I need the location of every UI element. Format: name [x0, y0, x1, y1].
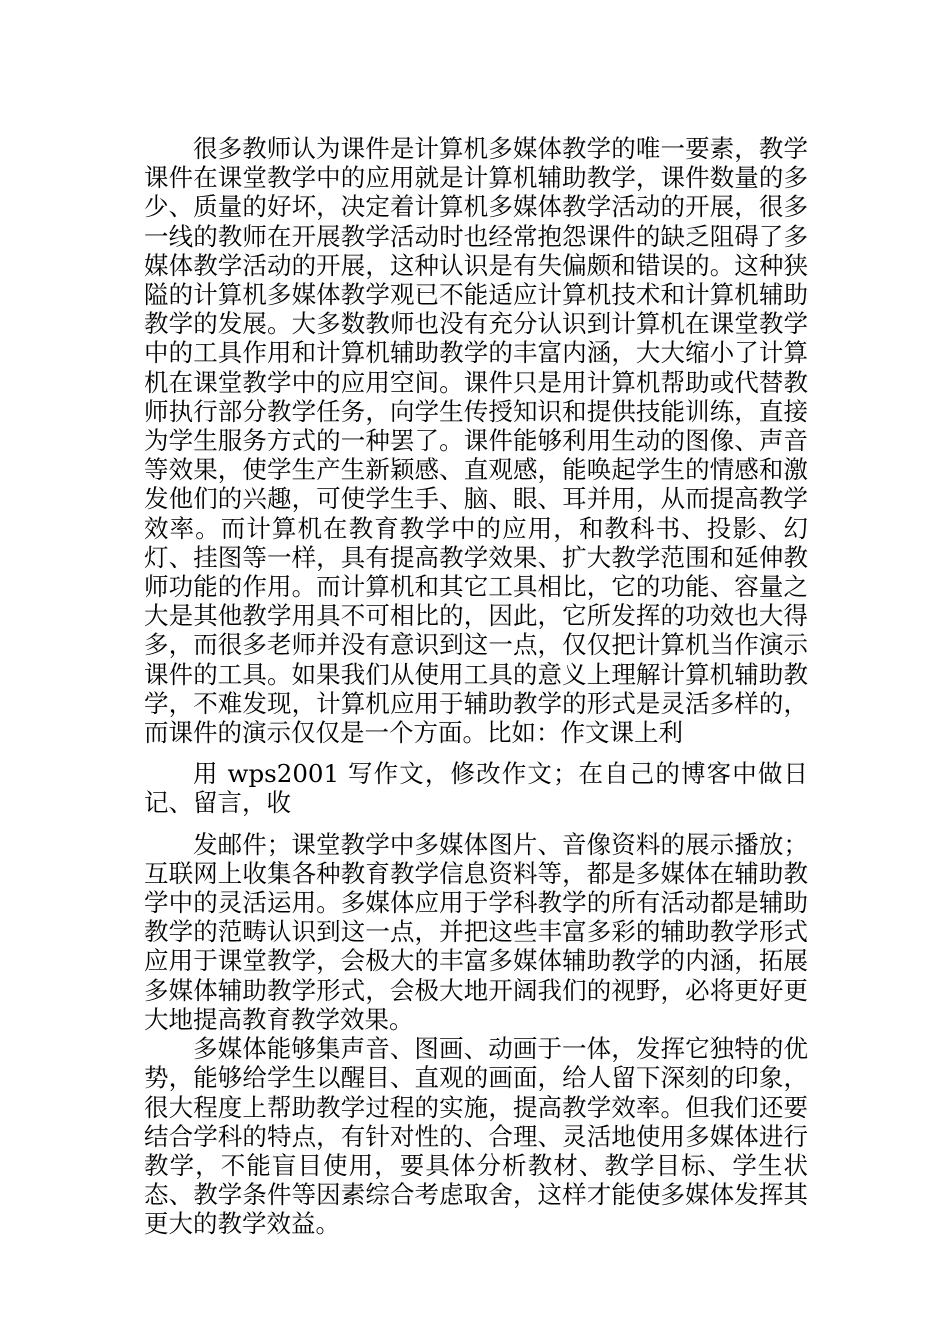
paragraph-1-part-3: 发邮件；课堂教学中多媒体图片、音像资料的展示播放；互联网上收集各种教育教学信息资料等，都是多媒体在辅助教学中的灵活运用。多媒体应用于学科教学的所有活动都是辅助教学的范畴认识到这一点，并把这些丰富多彩的辅助教学形式应用于课堂教学，会极大的丰富多媒体辅助教学的内涵，拓展多媒体辅助教学形式，会极大地开阔我们的视野，必将更好更大地提高教育教学效果。: [144, 829, 808, 1034]
paragraph-1: [144, 134, 808, 1034]
paragraph-1-part-2: 用 wps2001 写作文，修改作文；在自己的博客中做日记、留言，收: [144, 759, 808, 818]
paragraph-1-part-1: 很多教师认为课件是计算机多媒体教学的唯一要素，教学课件在课堂教学中的应用就是计算机辅助教学，课件数量的多少、质量的好坏，决定着计算机多媒体教学活动的开展，很多一线的教师在开展教学活动时也经常抱怨课件的缺乏阻碍了多媒体教学活动的开展，这种认识是有失偏颇和错误的。这种狭隘的计算机多媒体教学观已不能适应计算机技术和计算机辅助教学的发展。大多数教师也没有充分认识到计算机在课堂教学中的工具作用和计算机辅助教学的丰富内涵，大大缩小了计算机在课堂教学中的应用空间。课件只是用计算机帮助或代替教师执行部分教学任务，向学生传授知识和提供技能训练，直接为学生服务方式的一种罢了。课件能够利用生动的图像、声音等效果，使学生产生新颖感、直观感，能唤起学生的情感和激发他们的兴趣，可使学生手、脑、眼、耳并用，从而提高教学效率。而计算机在教育教学中的应用，和教科书、投影、幻灯、挂图等一样，具有提高教学效果、扩大教学范围和延伸教师功能的作用。而计算机和其它工具相比，它的功能、容量之大是其他教学用具不可相比的，因此，它所发挥的功效也大得多，而很多老师并没有意识到这一点，仅仅把计算机当作演示课件的工具。如果我们从使用工具的意义上理解计算机辅助教学，不难发现，计算机应用于辅助教学的形式是灵活多样的，而课件的演示仅仅是一个方面。比如：作文课上利: [144, 134, 808, 748]
document-body: [144, 134, 808, 1239]
paragraph-2-text: 多媒体能够集声音、图画、动画于一体，发挥它独特的优势，能够给学生以醒目、直观的画面，给人留下深刻的印象，很大程度上帮助教学过程的实施，提高教学效率。但我们还要结合学科的特点，有针对性的、合理、灵活地使用多媒体进行教学，不能盲目使用，要具体分析教材、教学目标、学生状态、教学条件等因素综合考虑取舍，这样才能使多媒体发挥其更大的教学效益。: [144, 1034, 808, 1239]
paragraph-2: [144, 1034, 808, 1238]
